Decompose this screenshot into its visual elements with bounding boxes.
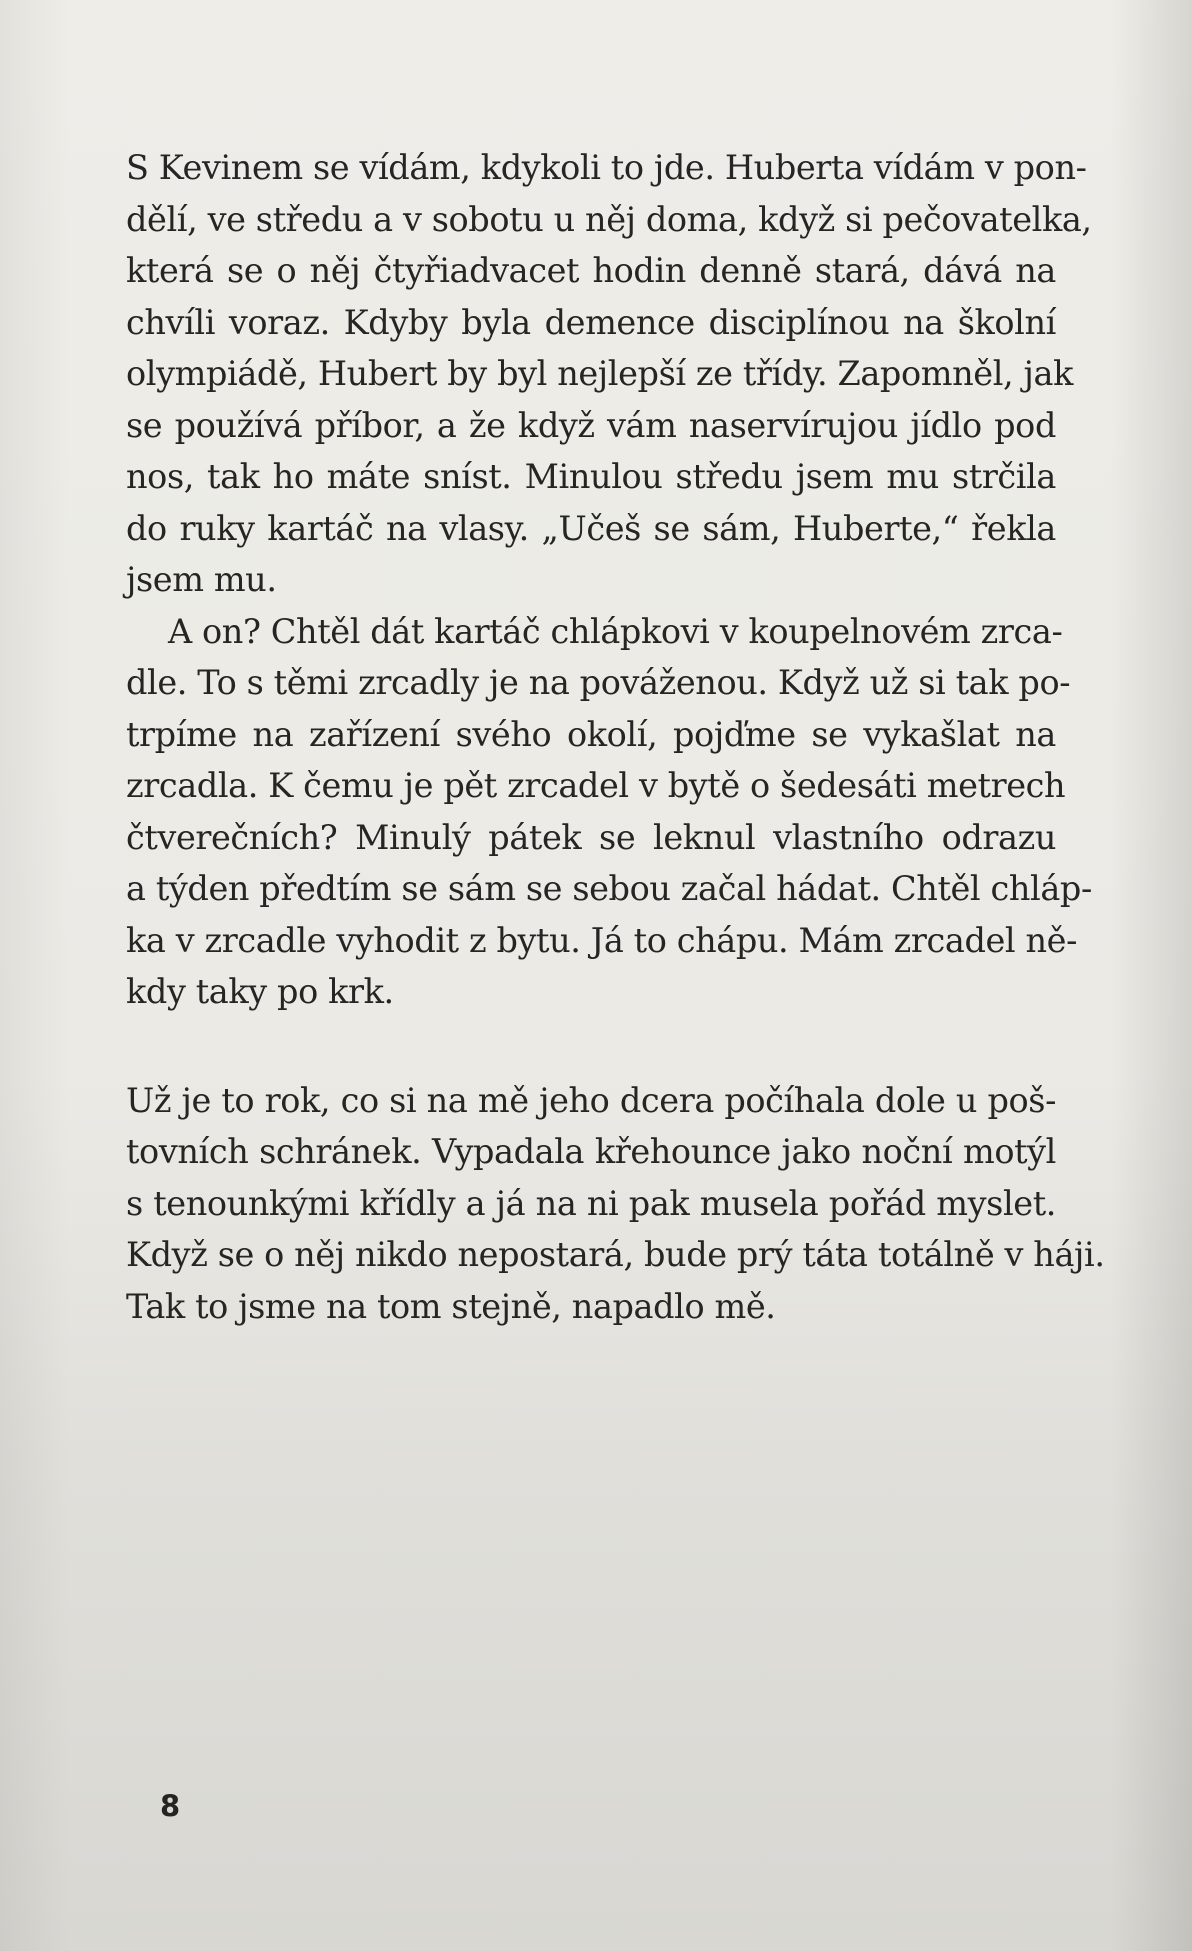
paragraph-1-line-5: olympiádě, Hubert by byl nejlepší ze třídy. Zapomněl, jak [126,354,1073,393]
paragraph-2-line-7: ka v zrcadle vyhodit z bytu. Já to chápu. Mám zrcadel ně- [126,920,1077,960]
section-break [126,1018,1056,1075]
body-text [126,142,1105,1332]
paragraph-1-line-6: se používá příbor, a že když vám naservírujou jídlo pod [126,405,1056,445]
page-number: 8 [160,1789,181,1823]
paragraph-3-line-1: Už je to rok, co si na mě jeho dcera počíhala dole u poš- [126,1080,1056,1120]
paragraph-3-line-3: s tenounkými křídly a já na ni pak musela pořád myslet. [126,1183,1056,1223]
paragraph-1 [126,142,1092,606]
paragraph-1-line-9: jsem mu. [126,560,277,599]
paragraph-1-line-4: chvíli voraz. Kdyby byla demence disciplínou na školní [126,302,1056,342]
paragraph-3 [126,1075,1105,1333]
paragraph-2-line-8: kdy taky po krk. [126,972,394,1011]
paragraph-1-line-1: S Kevinem se vídám, kdykoli to jde. Huberta vídám v pon- [126,148,1087,187]
paragraph-1-line-2: dělí, ve středu a v sobotu u něj doma, když si pečovatelka, [126,199,1092,239]
paragraph-1-line-3: která se o něj čtyřiadvacet hodin denně stará, dává na [126,251,1056,290]
paragraph-2-line-3: trpíme na zařízení svého okolí, pojďme se vykašlat na [126,714,1056,754]
paragraph-1-line-7: nos, tak ho máte sníst. Minulou středu jsem mu strčila [126,457,1056,496]
paragraph-2-line-6: a týden předtím se sám se sebou začal hádat. Chtěl chláp- [126,869,1092,908]
paragraph-2 [126,606,1092,1018]
paragraph-2-line-4: zrcadla. K čemu je pět zrcadel v bytě o šedesáti metrech [126,766,1066,805]
paragraph-1-line-8: do ruky kartáč na vlasy. „Učeš se sám, Huberte,“ řekla [126,508,1056,548]
paragraph-2-line-1: A on? Chtěl dát kartáč chlápkovi v koupelnovém zrca- [168,611,1063,651]
paragraph-3-line-4: Když se o něj nikdo nepostará, bude prý táta totálně v háji. [126,1235,1105,1274]
paragraph-2-line-5: čtverečních? Minulý pátek se leknul vlastního odrazu [126,817,1056,857]
paragraph-3-line-5: Tak to jsme na tom stejně, napadlo mě. [126,1286,776,1326]
paragraph-2-line-2: dle. To s těmi zrcadly je na pováženou. Když už si tak po- [126,663,1071,702]
paragraph-3-line-2: tovních schránek. Vypadala křehounce jako noční motýl [126,1132,1056,1171]
